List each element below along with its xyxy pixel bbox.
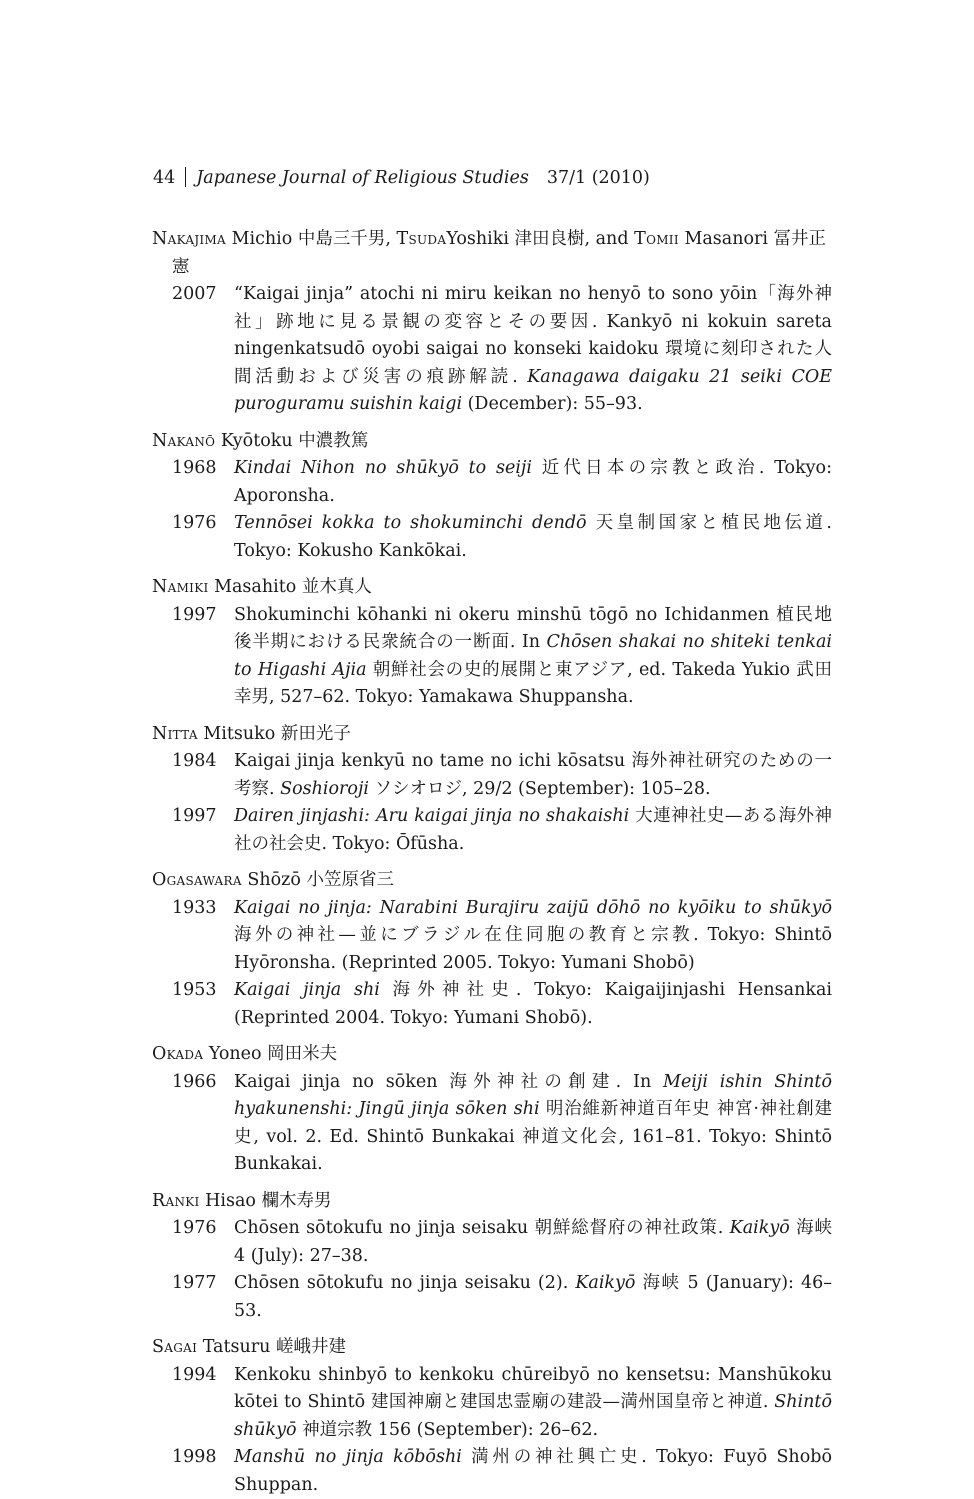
author-heading bbox=[152, 428, 832, 456]
bibliography-entry bbox=[152, 1215, 832, 1270]
entry-citation bbox=[234, 510, 832, 565]
citation-title: Dairen jinjashi: Aru kaigai jinja no shakaishi bbox=[234, 806, 630, 826]
citation-title: Kaikyō bbox=[729, 1218, 790, 1238]
author-given-name: Tatsuru 嵯峨井建 bbox=[197, 1337, 346, 1357]
citation-details: 海峡 5 (January): 46–53. bbox=[234, 1273, 832, 1321]
author-given-name: Masanori 冨井正憲 bbox=[172, 229, 827, 277]
author-surname: Nakajima bbox=[152, 229, 227, 249]
citation-text: “Kaigai jinja” atochi ni miru keikan no henyō to sono yōin「海外神社」跡地に見る景観の変容とその要因. Kankyō ni kokuin sareta ningenkatsudō oyobi saigai no konseki kaidoku 環境に刻印された人間活動および災害の痕跡解読. bbox=[234, 284, 832, 387]
author-surname: Tomii bbox=[634, 229, 679, 249]
bibliography-entry bbox=[152, 1069, 832, 1179]
journal-title: Japanese Journal of Religious Studies bbox=[196, 168, 529, 188]
citation-title: Kaikyō bbox=[575, 1273, 636, 1293]
author-surname: Sagai bbox=[152, 1337, 198, 1357]
author-heading bbox=[152, 867, 832, 895]
author-surname: Ranki bbox=[152, 1190, 200, 1211]
author-surname: Nakanō bbox=[152, 430, 216, 451]
citation-details: 海外神社史. Tokyo: Kaigaijinjashi Hensankai (Reprinted 2004. Tokyo: Yumani Shobō). bbox=[234, 980, 832, 1028]
citation-details: (December): 55–93. bbox=[462, 394, 643, 414]
entry-year: 1966 bbox=[172, 1071, 217, 1092]
citation-text: Chōsen sōtokufu no jinja seisaku 朝鮮総督府の神社政策. bbox=[234, 1218, 730, 1238]
citation-text: Kaigai jinja no sōken 海外神社の創建. In bbox=[234, 1071, 664, 1092]
entry-citation bbox=[234, 803, 832, 858]
bibliography-entry bbox=[152, 977, 832, 1032]
entry-year: 1994 bbox=[172, 1364, 217, 1385]
header-divider bbox=[185, 167, 186, 187]
running-head bbox=[153, 166, 650, 190]
citation-details: 明治維新神道百年史 神宮·神社創建史, vol. 2. Ed. Shintō Bunkakai 神道文化会, 161–81. Tokyo: Shintō Bunkakai. bbox=[234, 1099, 832, 1174]
citation-title: Kindai Nihon no shūkyō to seiji bbox=[234, 458, 532, 478]
entry-citation bbox=[234, 602, 832, 712]
citation-details: ソシオロジ, 29/2 (September): 105–28. bbox=[368, 778, 711, 799]
entry-year: 1998 bbox=[172, 1447, 217, 1467]
citation-title: Shintō shūkyō bbox=[234, 1392, 832, 1440]
entry-year: 1968 bbox=[172, 458, 217, 478]
bibliography-entry bbox=[152, 895, 832, 978]
author-given-name: Yoshiki 津田良樹, and bbox=[446, 229, 635, 249]
bibliography-entry bbox=[152, 602, 832, 712]
entry-citation bbox=[234, 977, 832, 1032]
author-surname: Tsuda bbox=[396, 229, 447, 249]
bibliography-entry bbox=[152, 1270, 832, 1325]
author-heading bbox=[152, 226, 832, 281]
entry-year: 1976 bbox=[172, 1218, 217, 1238]
entry-year: 1933 bbox=[172, 897, 217, 918]
citation-text: Kenkoku shinbyō to kenkoku chūreibyō no kensetsu: Manshūkoku kōtei to Shintō 建国神廟と建国忠霊廟の建設—満州国皇帝と神道. bbox=[234, 1364, 832, 1412]
entry-citation bbox=[234, 455, 832, 510]
citation-details: 天皇制国家と植民地伝道. Tokyo: Kokusho Kankōkai. bbox=[234, 513, 832, 561]
entry-year: 1984 bbox=[172, 751, 217, 771]
citation-details: 満州の神社興亡史. Tokyo: Fuyō Shobō Shuppan. bbox=[234, 1447, 832, 1495]
author-surname: Ogasawara bbox=[152, 870, 242, 890]
citation-title: Kaigai jinja shi bbox=[234, 980, 380, 1000]
citation-title: Soshioroji bbox=[280, 778, 369, 799]
citation-title: Manshū no jinja kōbōshi bbox=[234, 1447, 462, 1467]
citation-title: Chōsen shakai no shiteki tenkai to Higashi Ajia bbox=[234, 632, 832, 680]
bibliography-entry bbox=[152, 455, 832, 510]
entry-year: 1953 bbox=[172, 980, 217, 1000]
bibliography-entry bbox=[152, 1362, 832, 1445]
bibliography-entry bbox=[152, 803, 832, 858]
author-heading bbox=[152, 1334, 832, 1362]
bibliography-entry bbox=[152, 748, 832, 803]
entry-year: 1976 bbox=[172, 513, 217, 533]
author-surname: Namiki bbox=[152, 577, 209, 597]
author-surname: Nitta bbox=[152, 723, 198, 744]
author-heading bbox=[152, 721, 832, 749]
author-given-name: Mitsuko 新田光子 bbox=[197, 723, 351, 744]
citation-title: Kaigai no jinja: Narabini Burajiru zaijū dōhō no kyōiku to shūkyō bbox=[234, 897, 832, 918]
bibliography-entry bbox=[152, 1444, 832, 1499]
citation-details: 大連神社史—ある海外神社の社会史. Tokyo: Ōfūsha. bbox=[234, 806, 832, 854]
page-number: 44 bbox=[153, 168, 176, 188]
bibliography-list bbox=[152, 226, 832, 1499]
entry-year: 1997 bbox=[172, 806, 217, 826]
entry-year: 2007 bbox=[172, 284, 217, 304]
author-given-name: Shōzō 小笠原省三 bbox=[241, 870, 394, 890]
citation-title: Meiji ishin Shintō hyakunenshi: Jingū jinja sōken shi bbox=[234, 1071, 832, 1119]
citation-text: Chōsen sōtokufu no jinja seisaku (2). bbox=[234, 1273, 576, 1293]
citation-text: Kaigai jinja kenkyū no tame no ichi kōsatsu 海外神社研究のための一考察. bbox=[234, 751, 832, 799]
author-given-name: Michio 中島三千男, bbox=[226, 229, 397, 249]
entry-citation bbox=[234, 1215, 832, 1270]
author-heading bbox=[152, 574, 832, 602]
citation-details: 近代日本の宗教と政治. Tokyo: Aporonsha. bbox=[234, 458, 832, 506]
bibliography-entry bbox=[152, 281, 832, 419]
volume-issue: 37/1 (2010) bbox=[546, 168, 650, 188]
author-given-name: Masahito 並木真人 bbox=[208, 577, 372, 597]
author-given-name: Yoneo 岡田米夫 bbox=[203, 1044, 338, 1064]
citation-details: 海外の神社—並にブラジル在住同胞の教育と宗教. Tokyo: Shintō Hyōronsha. (Reprinted 2005. Tokyo: Yumani Shobō) bbox=[234, 925, 832, 973]
entry-citation bbox=[234, 895, 832, 978]
entry-citation bbox=[234, 748, 832, 803]
citation-text: Shokuminchi kōhanki ni okeru minshū tōgō no Ichidanmen 植民地後半期における民衆統合の一断面. In bbox=[234, 604, 832, 652]
author-heading bbox=[152, 1041, 832, 1069]
author-given-name: Hisao 欄木寿男 bbox=[199, 1190, 332, 1211]
citation-title: Tennōsei kokka to shokuminchi dendō bbox=[234, 513, 587, 533]
entry-year: 1997 bbox=[172, 604, 217, 625]
entry-citation bbox=[234, 1069, 832, 1179]
author-given-name: Kyōtoku 中濃教篤 bbox=[215, 430, 369, 451]
author-heading bbox=[152, 1188, 832, 1216]
bibliography-entry bbox=[152, 510, 832, 565]
citation-title: Kanagawa daigaku 21 seiki COE puroguramu suishin kaigi bbox=[234, 366, 833, 414]
entry-citation bbox=[234, 1362, 832, 1445]
citation-details: 海峡 4 (July): 27–38. bbox=[234, 1218, 832, 1266]
citation-details: 朝鮮社会の史的展開と東アジア, ed. Takeda Yukio 武田幸男, 527–62. Tokyo: Yamakawa Shuppansha. bbox=[234, 659, 832, 707]
author-surname: Okada bbox=[152, 1044, 204, 1064]
entry-citation bbox=[234, 281, 832, 419]
entry-citation bbox=[234, 1444, 832, 1499]
entry-citation bbox=[234, 1270, 832, 1325]
entry-year: 1977 bbox=[172, 1273, 217, 1293]
citation-details: 神道宗教 156 (September): 26–62. bbox=[296, 1419, 599, 1440]
